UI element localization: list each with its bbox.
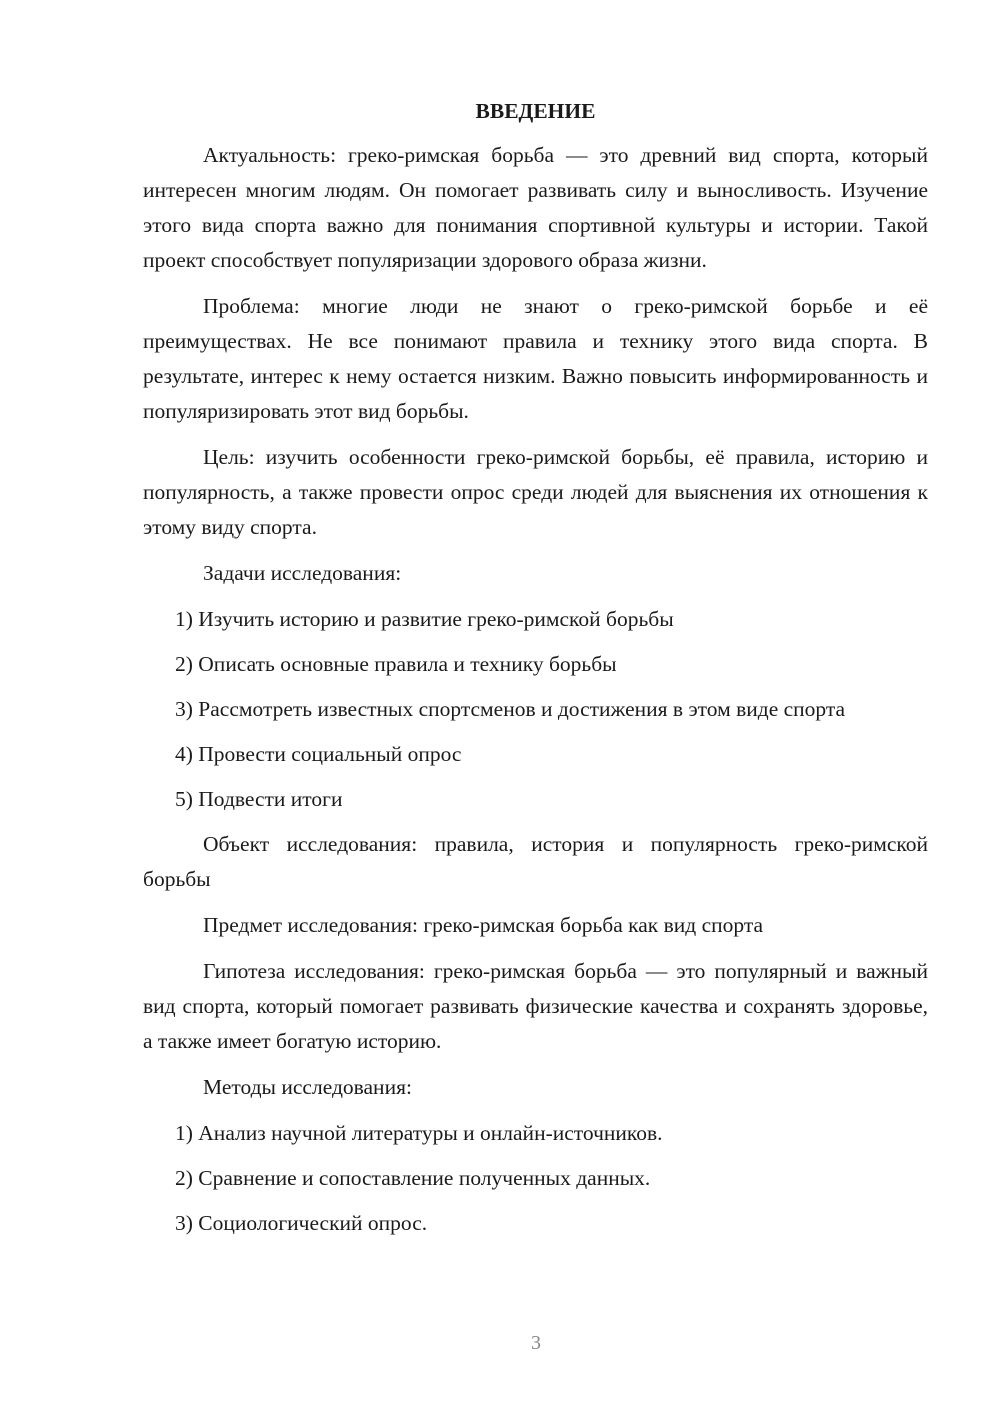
relevance-paragraph: Актуальность: греко-римская борьба — это древний вид спорта, который интересен многим людям. Он помогает развивать силу и выносливость. Изучение этого вида спорта важно для понимания спортивной культуры и истории. Такой проект способствует популяризации здорового образа жизни. xyxy=(143,143,928,272)
method-item: 3) Социологический опрос. xyxy=(175,1211,428,1235)
page-title: ВВЕДЕНИЕ xyxy=(475,99,596,123)
document-page xyxy=(143,96,928,1251)
page-number: 3 xyxy=(531,1332,541,1354)
problem-paragraph: Проблема: многие люди не знают о греко-римской борьбе и её преимуществах. Не все понимают правила и технику этого вида спорта. В результате, интерес к нему остается низким. Важно повысить информированность и популяризировать этот вид борьбы. xyxy=(143,294,928,423)
method-item: 1) Анализ научной литературы и онлайн-источников. xyxy=(175,1121,663,1145)
method-item: 2) Сравнение и сопоставление полученных данных. xyxy=(175,1166,651,1190)
task-item: 4) Провести социальный опрос xyxy=(175,742,462,766)
task-item: 5) Подвести итоги xyxy=(175,787,343,811)
subject-paragraph: Предмет исследования: греко-римская борьба как вид спорта xyxy=(203,913,764,937)
object-paragraph: Объект исследования: правила, история и популярность греко-римской борьбы xyxy=(143,832,928,891)
task-item: 3) Рассмотреть известных спортсменов и достижения в этом виде спорта xyxy=(175,697,846,721)
methods-heading: Методы исследования: xyxy=(203,1075,412,1099)
tasks-heading: Задачи исследования: xyxy=(203,561,402,585)
task-item: 1) Изучить историю и развитие греко-римской борьбы xyxy=(175,607,674,631)
task-item: 2) Описать основные правила и технику борьбы xyxy=(175,652,617,676)
hypothesis-paragraph: Гипотеза исследования: греко-римская борьба — это популярный и важный вид спорта, который помогает развивать физические качества и сохранять здоровье, а также имеет богатую историю. xyxy=(143,959,928,1053)
goal-paragraph: Цель: изучить особенности греко-римской борьбы, её правила, историю и популярность, а также провести опрос среди людей для выяснения их отношения к этому виду спорта. xyxy=(143,445,928,539)
